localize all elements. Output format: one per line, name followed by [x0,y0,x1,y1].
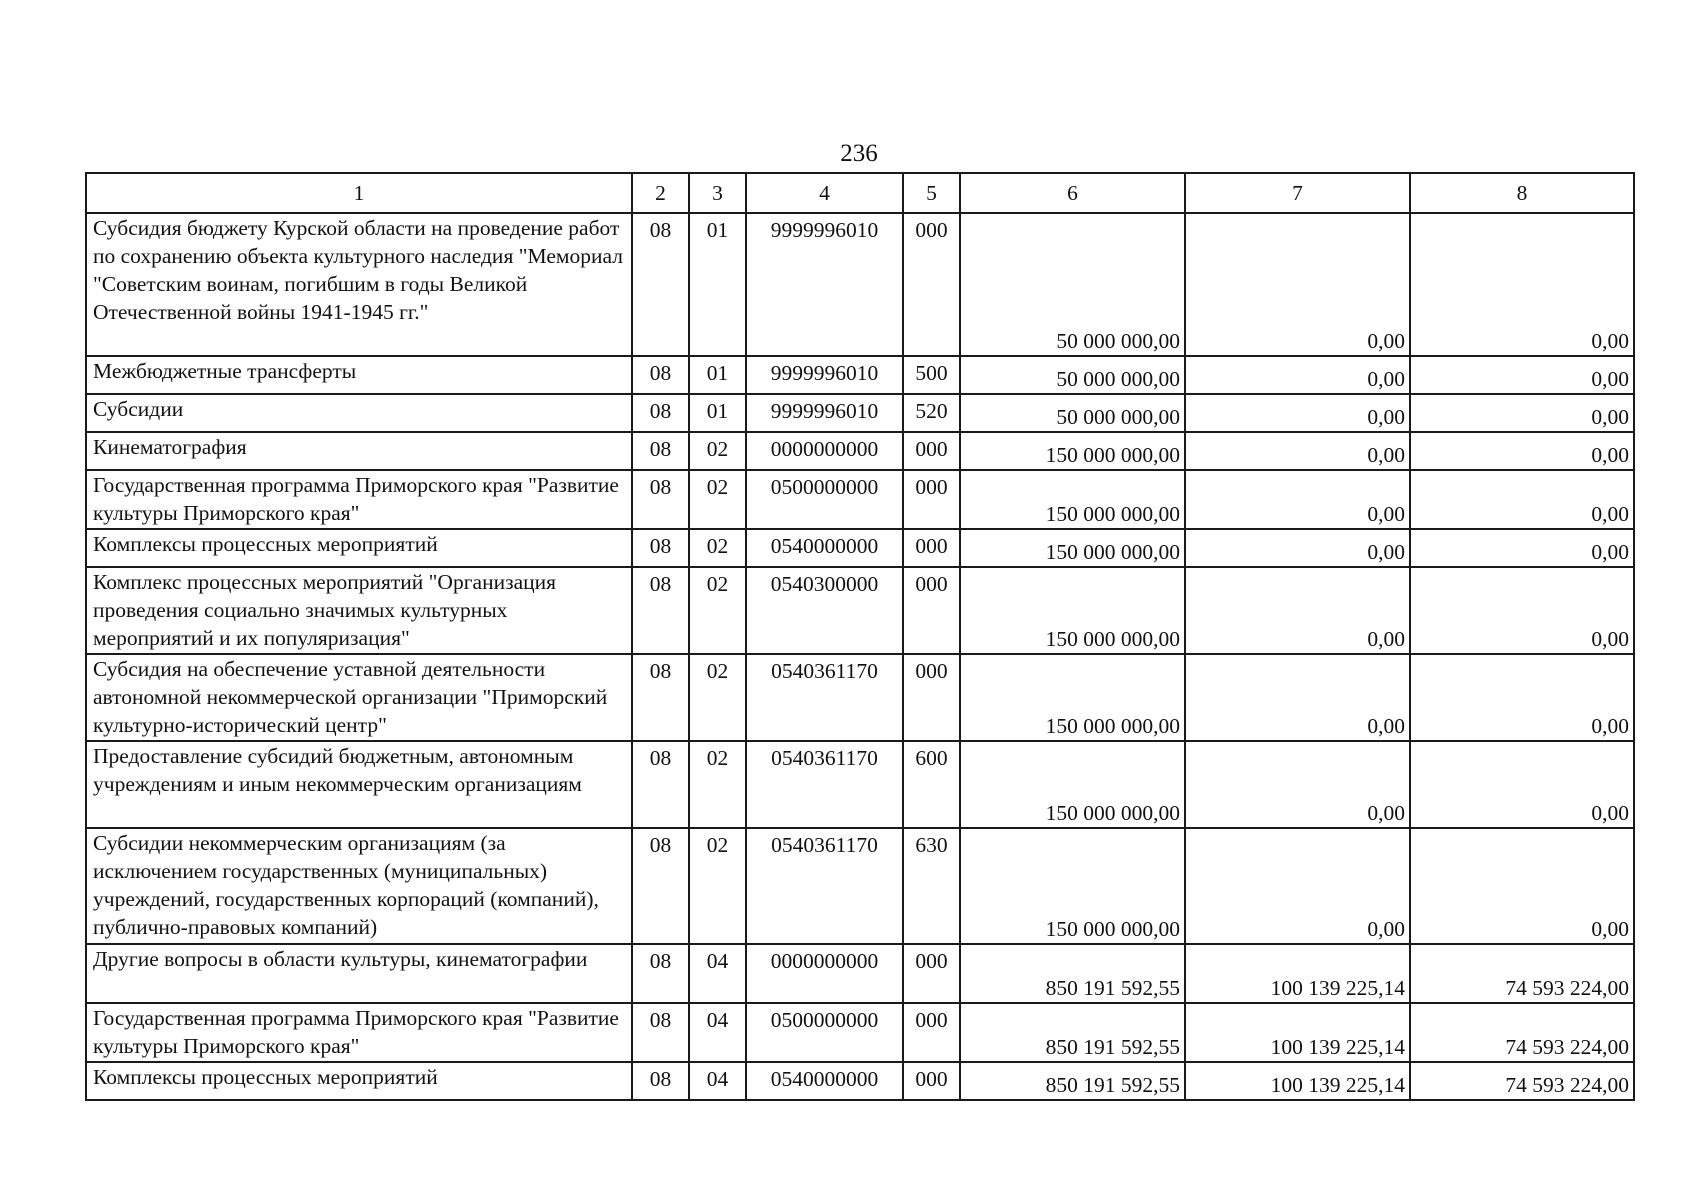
row-name-cell: Комплекс процессных мероприятий "Организация проведения социально значимых культурных мероприятий и их популяризация" [86,567,632,654]
row-name-cell: Предоставление субсидий бюджетным, автономным учреждениям и иным некоммерческим организациям [86,741,632,828]
table-row [86,567,1634,654]
amount-cell-8: 74 593 224,00 [1410,1062,1634,1100]
expense-type-cell: 500 [903,356,960,394]
section-code-cell: 08 [632,529,689,567]
subsection-code-cell: 04 [689,1062,746,1100]
amount-cell-6: 50 000 000,00 [960,394,1185,432]
section-code-cell: 08 [632,1003,689,1062]
table-row [86,1062,1634,1100]
amount-cell-6: 150 000 000,00 [960,654,1185,741]
subsection-code-cell: 04 [689,944,746,1003]
amount-cell-6: 150 000 000,00 [960,529,1185,567]
amount-cell-8: 0,00 [1410,394,1634,432]
table-row [86,394,1634,432]
table-row [86,356,1634,394]
amount-cell-6: 50 000 000,00 [960,213,1185,356]
row-name-cell: Кинематография [86,432,632,470]
row-name-cell: Субсидия бюджету Курской области на проведение работ по сохранению объекта культурного наследия "Мемориал "Советским воинам, погибшим в годы Великой Отечественной войны 1941-1945 гг." [86,213,632,356]
amount-cell-7: 0,00 [1185,394,1410,432]
amount-cell-8: 0,00 [1410,741,1634,828]
table-row [86,213,1634,356]
row-name-cell: Комплексы процессных мероприятий [86,1062,632,1100]
subsection-code-cell: 01 [689,394,746,432]
section-code-cell: 08 [632,567,689,654]
header-cell: 2 [632,173,689,213]
amount-cell-7: 0,00 [1185,213,1410,356]
target-article-cell: 0540000000 [746,1062,903,1100]
amount-cell-6: 150 000 000,00 [960,567,1185,654]
subsection-code-cell: 02 [689,741,746,828]
section-code-cell: 08 [632,654,689,741]
expense-type-cell: 600 [903,741,960,828]
amount-cell-8: 0,00 [1410,213,1634,356]
target-article-cell: 9999996010 [746,394,903,432]
expense-type-cell: 000 [903,1003,960,1062]
table-row [86,470,1634,529]
target-article-cell: 0540361170 [746,654,903,741]
table-row [86,741,1634,828]
amount-cell-7: 0,00 [1185,432,1410,470]
row-name-cell: Субсидии некоммерческим организациям (за исключением государственных (муниципальных) учреждений, государственных корпораций (компаний), публично-правовых компаний) [86,828,632,944]
section-code-cell: 08 [632,828,689,944]
section-code-cell: 08 [632,944,689,1003]
amount-cell-7: 0,00 [1185,828,1410,944]
header-cell: 6 [960,173,1185,213]
target-article-cell: 0540000000 [746,529,903,567]
expense-type-cell: 000 [903,654,960,741]
table-row [86,828,1634,944]
amount-cell-7: 0,00 [1185,470,1410,529]
expense-type-cell: 520 [903,394,960,432]
amount-cell-7: 0,00 [1185,654,1410,741]
header-cell: 4 [746,173,903,213]
amount-cell-8: 74 593 224,00 [1410,1003,1634,1062]
expense-type-cell: 000 [903,432,960,470]
target-article-cell: 0540361170 [746,828,903,944]
amount-cell-7: 0,00 [1185,567,1410,654]
page-number: 236 [840,140,878,167]
header-cell: 1 [86,173,632,213]
amount-cell-6: 850 191 592,55 [960,944,1185,1003]
amount-cell-6: 150 000 000,00 [960,470,1185,529]
budget-table [85,172,1635,1101]
section-code-cell: 08 [632,1062,689,1100]
expense-type-cell: 000 [903,470,960,529]
amount-cell-7: 0,00 [1185,529,1410,567]
subsection-code-cell: 01 [689,356,746,394]
expense-type-cell: 000 [903,944,960,1003]
table-row [86,432,1634,470]
header-cell: 7 [1185,173,1410,213]
row-name-cell: Субсидии [86,394,632,432]
subsection-code-cell: 04 [689,1003,746,1062]
amount-cell-7: 0,00 [1185,741,1410,828]
amount-cell-6: 150 000 000,00 [960,432,1185,470]
amount-cell-8: 0,00 [1410,654,1634,741]
expense-type-cell: 000 [903,1062,960,1100]
expense-type-cell: 000 [903,529,960,567]
header-cell: 8 [1410,173,1634,213]
row-name-cell: Государственная программа Приморского края "Развитие культуры Приморского края" [86,470,632,529]
target-article-cell: 0500000000 [746,1003,903,1062]
table-row [86,1003,1634,1062]
target-article-cell: 0500000000 [746,470,903,529]
target-article-cell: 0540300000 [746,567,903,654]
subsection-code-cell: 02 [689,432,746,470]
amount-cell-8: 0,00 [1410,828,1634,944]
target-article-cell: 9999996010 [746,356,903,394]
table-row [86,529,1634,567]
section-code-cell: 08 [632,470,689,529]
section-code-cell: 08 [632,356,689,394]
amount-cell-8: 0,00 [1410,529,1634,567]
amount-cell-6: 850 191 592,55 [960,1003,1185,1062]
target-article-cell: 0000000000 [746,432,903,470]
subsection-code-cell: 01 [689,213,746,356]
header-cell: 5 [903,173,960,213]
amount-cell-8: 0,00 [1410,567,1634,654]
table-header-row [86,173,1634,213]
section-code-cell: 08 [632,741,689,828]
amount-cell-7: 100 139 225,14 [1185,1003,1410,1062]
subsection-code-cell: 02 [689,567,746,654]
header-cell: 3 [689,173,746,213]
amount-cell-6: 150 000 000,00 [960,741,1185,828]
amount-cell-6: 850 191 592,55 [960,1062,1185,1100]
row-name-cell: Государственная программа Приморского края "Развитие культуры Приморского края" [86,1003,632,1062]
row-name-cell: Комплексы процессных мероприятий [86,529,632,567]
amount-cell-7: 100 139 225,14 [1185,944,1410,1003]
amount-cell-8: 74 593 224,00 [1410,944,1634,1003]
amount-cell-8: 0,00 [1410,356,1634,394]
table-row [86,944,1634,1003]
target-article-cell: 0540361170 [746,741,903,828]
amount-cell-8: 0,00 [1410,470,1634,529]
amount-cell-6: 150 000 000,00 [960,828,1185,944]
row-name-cell: Межбюджетные трансферты [86,356,632,394]
subsection-code-cell: 02 [689,654,746,741]
row-name-cell: Другие вопросы в области культуры, кинематографии [86,944,632,1003]
target-article-cell: 9999996010 [746,213,903,356]
subsection-code-cell: 02 [689,470,746,529]
subsection-code-cell: 02 [689,828,746,944]
section-code-cell: 08 [632,213,689,356]
expense-type-cell: 630 [903,828,960,944]
section-code-cell: 08 [632,394,689,432]
amount-cell-7: 0,00 [1185,356,1410,394]
expense-type-cell: 000 [903,567,960,654]
target-article-cell: 0000000000 [746,944,903,1003]
amount-cell-8: 0,00 [1410,432,1634,470]
subsection-code-cell: 02 [689,529,746,567]
table-row [86,654,1634,741]
amount-cell-6: 50 000 000,00 [960,356,1185,394]
expense-type-cell: 000 [903,213,960,356]
amount-cell-7: 100 139 225,14 [1185,1062,1410,1100]
section-code-cell: 08 [632,432,689,470]
row-name-cell: Субсидия на обеспечение уставной деятельности автономной некоммерческой организации "Приморский культурно-исторический центр" [86,654,632,741]
